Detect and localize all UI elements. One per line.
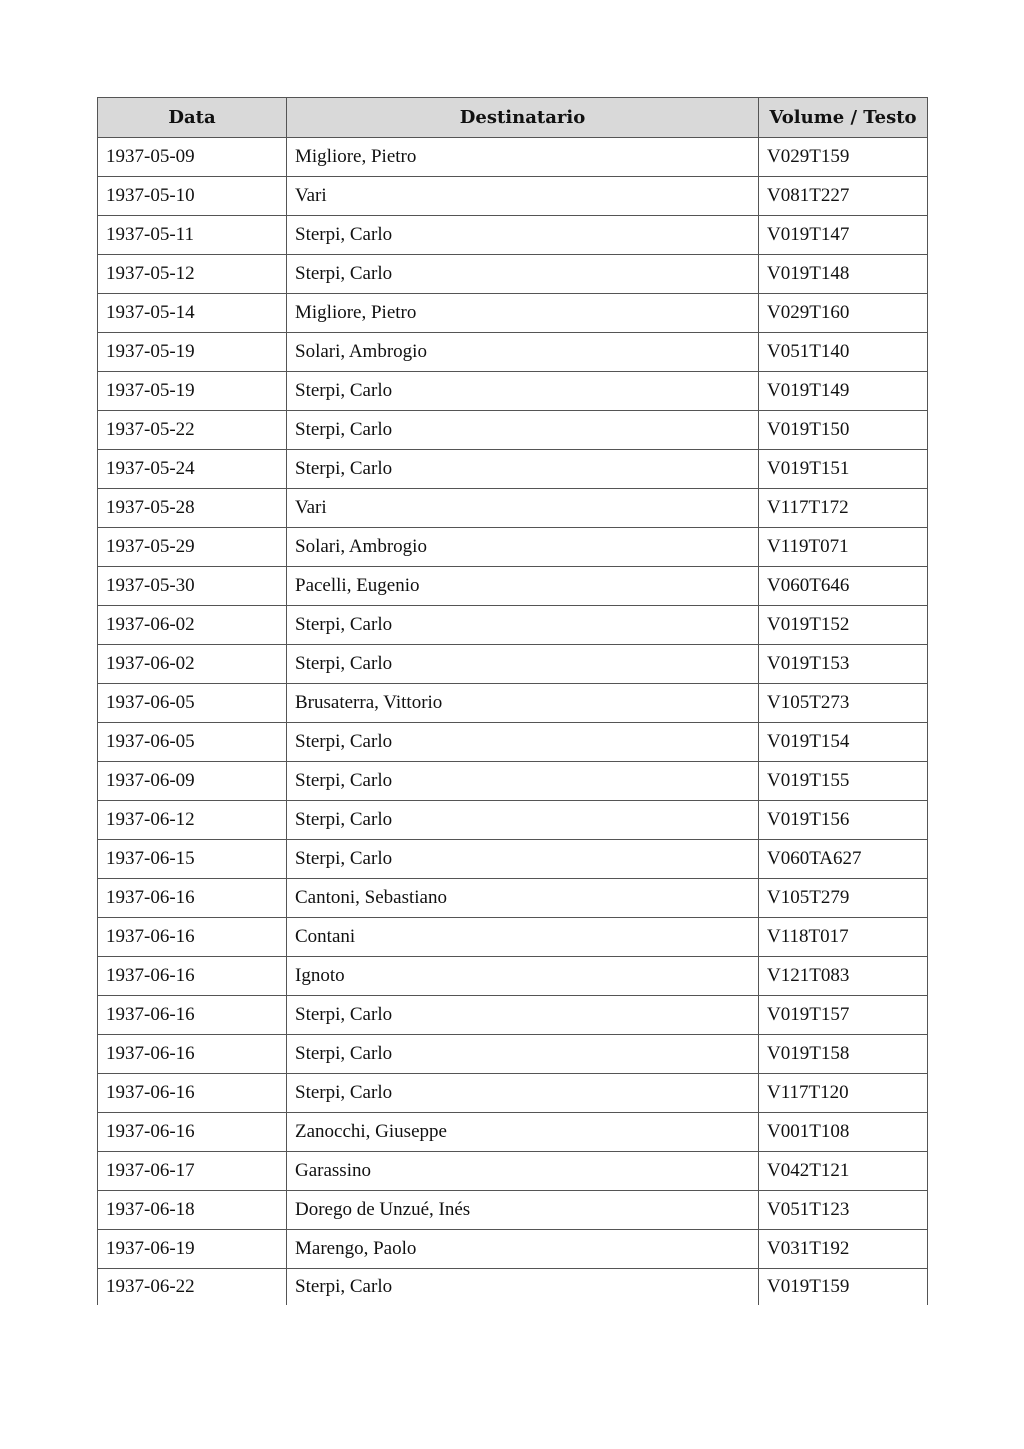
- cell-recipient: Marengo, Paolo: [287, 1230, 759, 1269]
- header-row: [98, 98, 928, 138]
- cell-volume-text: V019T154: [759, 723, 928, 762]
- cell-date: 1937-06-12: [98, 801, 287, 840]
- cell-recipient: Ignoto: [287, 957, 759, 996]
- cell-volume-text: V019T157: [759, 996, 928, 1035]
- cell-volume-text: V019T159: [759, 1269, 928, 1306]
- cell-volume-text: V029T160: [759, 294, 928, 333]
- table-row: [98, 801, 928, 840]
- cell-volume-text: V042T121: [759, 1152, 928, 1191]
- letters-table: [97, 97, 928, 1305]
- cell-recipient: Zanocchi, Giuseppe: [287, 1113, 759, 1152]
- cell-volume-text: V019T149: [759, 372, 928, 411]
- table-row: [98, 489, 928, 528]
- cell-date: 1937-06-16: [98, 879, 287, 918]
- cell-date: 1937-05-12: [98, 255, 287, 294]
- table-body: [98, 138, 928, 1306]
- table-row: [98, 450, 928, 489]
- cell-date: 1937-05-10: [98, 177, 287, 216]
- cell-recipient: Sterpi, Carlo: [287, 450, 759, 489]
- cell-volume-text: V121T083: [759, 957, 928, 996]
- cell-volume-text: V019T155: [759, 762, 928, 801]
- cell-volume-text: V105T273: [759, 684, 928, 723]
- cell-volume-text: V105T279: [759, 879, 928, 918]
- cell-recipient: Contani: [287, 918, 759, 957]
- cell-date: 1937-05-22: [98, 411, 287, 450]
- cell-volume-text: V051T140: [759, 333, 928, 372]
- cell-date: 1937-05-11: [98, 216, 287, 255]
- table-row: [98, 294, 928, 333]
- cell-recipient: Dorego de Unzué, Inés: [287, 1191, 759, 1230]
- cell-date: 1937-05-30: [98, 567, 287, 606]
- cell-date: 1937-06-17: [98, 1152, 287, 1191]
- cell-recipient: Migliore, Pietro: [287, 294, 759, 333]
- cell-volume-text: V019T152: [759, 606, 928, 645]
- cell-recipient: Pacelli, Eugenio: [287, 567, 759, 606]
- cell-recipient: Sterpi, Carlo: [287, 411, 759, 450]
- table-row: [98, 567, 928, 606]
- cell-recipient: Cantoni, Sebastiano: [287, 879, 759, 918]
- cell-volume-text: V019T158: [759, 1035, 928, 1074]
- cell-volume-text: V081T227: [759, 177, 928, 216]
- cell-date: 1937-06-05: [98, 723, 287, 762]
- table-row: [98, 645, 928, 684]
- cell-date: 1937-05-19: [98, 372, 287, 411]
- cell-volume-text: V019T150: [759, 411, 928, 450]
- cell-recipient: Sterpi, Carlo: [287, 216, 759, 255]
- table-row: [98, 1269, 928, 1306]
- table-row: [98, 1035, 928, 1074]
- table-row: [98, 255, 928, 294]
- cell-recipient: Vari: [287, 489, 759, 528]
- cell-date: 1937-06-15: [98, 840, 287, 879]
- table-row: [98, 762, 928, 801]
- cell-volume-text: V060TA627: [759, 840, 928, 879]
- cell-date: 1937-05-29: [98, 528, 287, 567]
- cell-recipient: Sterpi, Carlo: [287, 840, 759, 879]
- table-row: [98, 528, 928, 567]
- table-row: [98, 333, 928, 372]
- table-row: [98, 606, 928, 645]
- cell-date: 1937-06-16: [98, 996, 287, 1035]
- cell-volume-text: V019T148: [759, 255, 928, 294]
- cell-date: 1937-06-16: [98, 1035, 287, 1074]
- cell-recipient: Garassino: [287, 1152, 759, 1191]
- cell-volume-text: V019T156: [759, 801, 928, 840]
- cell-volume-text: V019T151: [759, 450, 928, 489]
- table-row: [98, 918, 928, 957]
- column-header-volume-text: Volume / Testo: [759, 98, 928, 138]
- cell-recipient: Solari, Ambrogio: [287, 528, 759, 567]
- cell-date: 1937-06-09: [98, 762, 287, 801]
- table-row: [98, 840, 928, 879]
- cell-volume-text: V119T071: [759, 528, 928, 567]
- cell-volume-text: V051T123: [759, 1191, 928, 1230]
- table-row: [98, 1191, 928, 1230]
- cell-date: 1937-05-28: [98, 489, 287, 528]
- cell-date: 1937-05-19: [98, 333, 287, 372]
- cell-volume-text: V117T120: [759, 1074, 928, 1113]
- cell-recipient: Sterpi, Carlo: [287, 1269, 759, 1306]
- table-row: [98, 1152, 928, 1191]
- cell-recipient: Sterpi, Carlo: [287, 606, 759, 645]
- table-row: [98, 879, 928, 918]
- cell-volume-text: V029T159: [759, 138, 928, 177]
- cell-recipient: Brusaterra, Vittorio: [287, 684, 759, 723]
- cell-recipient: Solari, Ambrogio: [287, 333, 759, 372]
- cell-volume-text: V031T192: [759, 1230, 928, 1269]
- table-row: [98, 411, 928, 450]
- cell-date: 1937-06-19: [98, 1230, 287, 1269]
- cell-date: 1937-05-09: [98, 138, 287, 177]
- cell-volume-text: V117T172: [759, 489, 928, 528]
- cell-date: 1937-06-02: [98, 606, 287, 645]
- cell-recipient: Vari: [287, 177, 759, 216]
- table-row: [98, 684, 928, 723]
- cell-volume-text: V019T147: [759, 216, 928, 255]
- cell-date: 1937-06-22: [98, 1269, 287, 1306]
- cell-recipient: Sterpi, Carlo: [287, 645, 759, 684]
- cell-recipient: Sterpi, Carlo: [287, 1074, 759, 1113]
- table-row: [98, 996, 928, 1035]
- cell-date: 1937-06-02: [98, 645, 287, 684]
- cell-volume-text: V001T108: [759, 1113, 928, 1152]
- table-row: [98, 1230, 928, 1269]
- column-header-date: Data: [98, 98, 287, 138]
- column-header-recipient: Destinatario: [287, 98, 759, 138]
- cell-volume-text: V060T646: [759, 567, 928, 606]
- cell-date: 1937-05-14: [98, 294, 287, 333]
- table-row: [98, 138, 928, 177]
- cell-recipient: Sterpi, Carlo: [287, 255, 759, 294]
- cell-volume-text: V019T153: [759, 645, 928, 684]
- table-header: [98, 98, 928, 138]
- cell-recipient: Sterpi, Carlo: [287, 723, 759, 762]
- cell-date: 1937-06-16: [98, 1113, 287, 1152]
- cell-date: 1937-06-18: [98, 1191, 287, 1230]
- cell-recipient: Sterpi, Carlo: [287, 372, 759, 411]
- table-row: [98, 1074, 928, 1113]
- cell-recipient: Sterpi, Carlo: [287, 1035, 759, 1074]
- cell-date: 1937-06-16: [98, 1074, 287, 1113]
- cell-recipient: Sterpi, Carlo: [287, 801, 759, 840]
- cell-recipient: Sterpi, Carlo: [287, 762, 759, 801]
- table-row: [98, 372, 928, 411]
- cell-recipient: Sterpi, Carlo: [287, 996, 759, 1035]
- cell-date: 1937-06-05: [98, 684, 287, 723]
- table-row: [98, 723, 928, 762]
- cell-date: 1937-06-16: [98, 918, 287, 957]
- cell-date: 1937-06-16: [98, 957, 287, 996]
- cell-volume-text: V118T017: [759, 918, 928, 957]
- table-row: [98, 216, 928, 255]
- table-row: [98, 1113, 928, 1152]
- cell-recipient: Migliore, Pietro: [287, 138, 759, 177]
- cell-date: 1937-05-24: [98, 450, 287, 489]
- table-row: [98, 177, 928, 216]
- table-row: [98, 957, 928, 996]
